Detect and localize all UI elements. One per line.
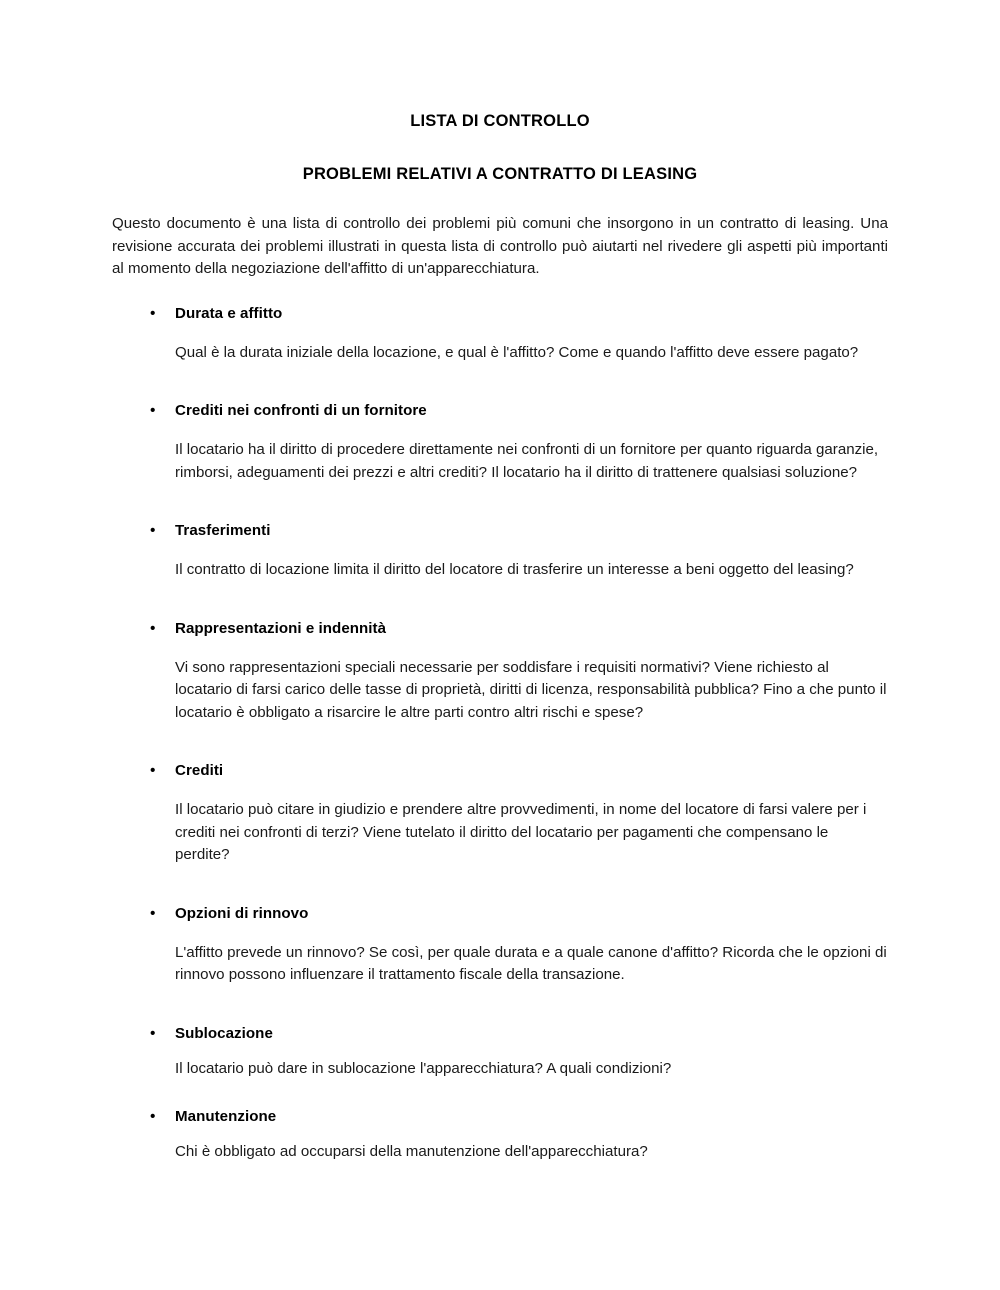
bullet-icon: • xyxy=(150,619,156,637)
intro-paragraph: Questo documento è una lista di controllo dei problemi più comuni che insorgono in un contratto di leasing. Una revisione accurata dei problemi illustrati in questa lista di controllo può aiutarti nel rivedere gli aspetti più importanti al momento della negoziazione dell'affitto di un'apparecchiatura. xyxy=(112,215,888,277)
list-item-heading: Sublocazione xyxy=(175,1024,273,1042)
list-item-heading: Rappresentazioni e indennità xyxy=(175,619,387,637)
bullet-icon: • xyxy=(150,762,156,779)
list-item xyxy=(112,400,888,484)
list-item-text: Il locatario ha il diritto di procedere direttamente nei confronti di un fornitore per quanto riguarda garanzie, rimborsi, adeguamenti dei prezzi e altri crediti? Il locatario ha il diritto di trattenere qualsiasi soluzione? xyxy=(175,441,879,481)
list-item-heading: Crediti nei confronti di un fornitore xyxy=(175,402,427,419)
list-item-heading: Durata e affitto xyxy=(175,304,283,322)
list-item xyxy=(112,618,888,725)
list-item-heading: Crediti xyxy=(175,762,224,779)
list-item xyxy=(112,520,888,582)
document-body xyxy=(112,112,888,1164)
list-item xyxy=(112,1106,888,1164)
list-item-heading: Opzioni di rinnovo xyxy=(175,904,309,922)
bullet-icon: • xyxy=(150,1024,156,1042)
list-item-text: Chi è obbligato ad occuparsi della manutenzione dell'apparecchiatura? xyxy=(175,1143,648,1160)
bullet-icon: • xyxy=(150,904,156,922)
list-item-text: Il locatario può dare in sublocazione l'apparecchiatura? A quali condizioni? xyxy=(175,1059,672,1077)
page-subtitle: PROBLEMI RELATIVI A CONTRATTO DI LEASING xyxy=(302,165,698,183)
list-item-text: Vi sono rappresentazioni speciali necessarie per soddisfare i requisiti normativi? Viene richiesto al locatario di farsi carico delle tasse di proprietà, diritti di licenza, responsabilità pubblica? Fino a che punto il locatario è obbligato a risarcire le altre parti contro altri rischi e spese? xyxy=(175,658,887,721)
list-item-text: Il contratto di locazione limita il diritto del locatore di trasferire un interesse a beni oggetto del leasing? xyxy=(175,561,854,578)
bullet-icon: • xyxy=(150,304,156,322)
list-item xyxy=(112,760,888,867)
list-item-heading: Trasferimenti xyxy=(175,522,271,539)
list-item xyxy=(112,903,888,987)
list-item-text: L'affitto prevede un rinnovo? Se così, per quale durata e a quale canone d'affitto? Ricorda che le opzioni di rinnovo possono influenzare il trattamento fiscale della transazione. xyxy=(175,943,887,983)
page-title: LISTA DI CONTROLLO xyxy=(410,112,590,130)
bullet-icon: • xyxy=(150,402,156,419)
list-item-heading: Manutenzione xyxy=(175,1108,277,1125)
bullet-icon: • xyxy=(150,522,156,539)
bullet-icon: • xyxy=(150,1108,156,1125)
checklist xyxy=(112,303,888,1164)
list-item xyxy=(112,1023,888,1081)
list-item xyxy=(112,303,888,365)
list-item-text: Il locatario può citare in giudizio e prendere altre provvedimenti, in nome del locatore di farsi valere per i crediti nei confronti di terzi? Viene tutelato il diritto del locatario per pagamenti che compensano le perdite? xyxy=(175,801,867,863)
list-item-text: Qual è la durata iniziale della locazione, e qual è l'affitto? Come e quando l'affitto deve essere pagato? xyxy=(175,343,859,361)
